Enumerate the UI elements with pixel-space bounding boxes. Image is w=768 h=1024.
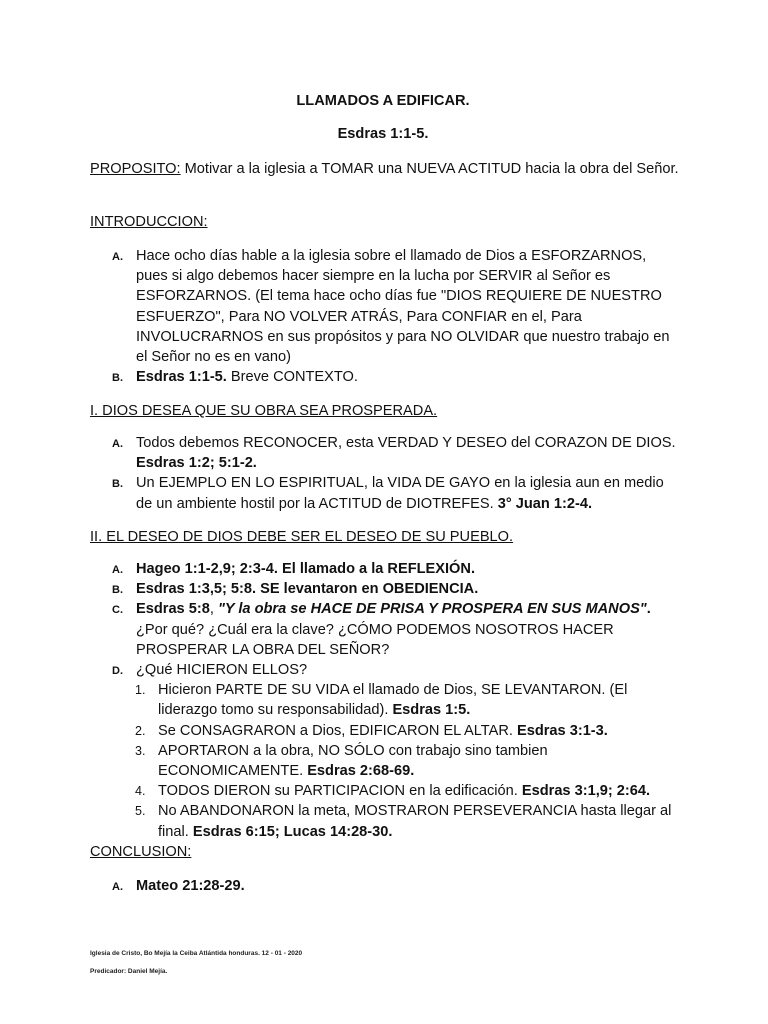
section-1-list xyxy=(90,433,680,514)
list-marker: C. xyxy=(112,604,123,617)
bible-reference: Esdras 3:1-3. xyxy=(516,722,608,739)
bible-quote: "Y la obra se HACE DE PRISA Y PROSPERA EN SUS MANOS" xyxy=(217,601,647,618)
list-item-text: Un EJEMPLO EN LO ESPIRITUAL, la VIDA DE GAYO en la iglesia aun en medio de un ambiente hostil por la ACTITUD de DIOTREFES. xyxy=(136,475,664,512)
bible-reference: Esdras 5:8 xyxy=(136,601,210,618)
list-item-text: Todos debemos RECONOCER, esta VERDAD Y DESEO del CORAZON DE DIOS. xyxy=(136,435,676,451)
list-item-text: ¿Por qué? ¿Cuál era la clave? ¿CÓMO PODEMOS NOSOTROS HACER PROSPERAR LA OBRA DEL SEÑOR? xyxy=(136,621,614,658)
list-marker: B. xyxy=(112,478,123,491)
document-title: LLAMADOS A EDIFICAR. xyxy=(296,93,470,109)
list-item xyxy=(90,246,680,367)
section-1-heading xyxy=(90,401,680,421)
bible-reference: Esdras 3:1,9; 2:64. xyxy=(521,783,651,800)
introduccion-list xyxy=(90,246,680,387)
list-marker: B. xyxy=(112,584,123,597)
list-item xyxy=(90,559,680,579)
sub-list-item xyxy=(90,781,680,801)
list-item xyxy=(90,660,680,680)
sub-list-marker: 2. xyxy=(135,723,146,738)
quote-period: . xyxy=(646,601,651,618)
list-item-text: Breve CONTEXTO. xyxy=(226,369,358,386)
bible-reference: Hageo 1:1-2,9; 2:3-4. El llamado a la REFLEXIÓN. xyxy=(136,561,475,577)
list-marker: A. xyxy=(112,251,123,263)
list-item-text: Hace ocho días hable a la iglesia sobre el llamado de Dios a ESFORZARNOS, pues si algo debemos hacer siempre en la lucha por SERVIR al Señor es ESFORZARNOS. (El tema hace ocho días fue "DIOS REQUIERE DE NUESTRO ESFUERZO", Para NO VOLVER ATRÁS, Para CONFIAR en el, Para INVOLUCRARNOS en sus propósitos y para NO OLVIDAR que nuestro trabajo en el Señor no es en vano) xyxy=(136,248,670,366)
list-item xyxy=(90,433,680,473)
sub-list-item xyxy=(90,801,680,841)
proposito-label: PROPOSITO: xyxy=(90,161,181,177)
bible-reference: Esdras 1:3,5; 5:8. SE levantaron en OBEDIENCIA. xyxy=(136,581,479,598)
list-marker: A. xyxy=(112,438,123,450)
bible-reference: Esdras 6:15; Lucas 14:28-30. xyxy=(192,823,393,840)
section-2-list xyxy=(90,559,680,842)
introduccion-heading xyxy=(90,212,680,232)
introduccion-heading-text: INTRODUCCION: xyxy=(90,214,208,230)
list-item-text: ¿Qué HICIERON ELLOS? xyxy=(136,662,308,679)
proposito-text: Motivar a la iglesia a TOMAR una NUEVA ACTITUD hacia la obra del Señor. xyxy=(180,161,679,177)
sub-list-marker: 3. xyxy=(135,743,146,758)
bible-reference: Esdras 1:1-5. xyxy=(136,369,227,386)
sub-list-item-text: No ABANDONARON la meta, MOSTRARON PERSEVERANCIA hasta llegar al final. xyxy=(158,803,672,840)
list-marker: A. xyxy=(112,881,123,893)
bible-reference: Esdras 1:2; 5:1-2. xyxy=(136,455,257,472)
footer-preacher: Predicador: Daniel Mejía. xyxy=(90,968,168,975)
bible-reference: 3° Juan 1:2-4. xyxy=(497,495,592,512)
list-item xyxy=(90,876,680,896)
scripture-reference: Esdras 1:1-5. xyxy=(337,126,429,142)
list-item xyxy=(90,473,680,513)
section-2-heading-text: II. EL DESEO DE DIOS DEBE SER EL DESEO DE SU PUEBLO. xyxy=(90,529,514,545)
sub-list-item-text: Hicieron PARTE DE SU VIDA el llamado de Dios, SE LEVANTARON. (El liderazgo tomo su responsabilidad). xyxy=(158,682,628,719)
list-item xyxy=(90,599,680,660)
sub-list-item-text: APORTARON a la obra, NO SÓLO con trabajo sino tambien ECONOMICAMENTE. xyxy=(158,742,548,780)
bible-reference: Esdras 1:5. xyxy=(392,702,471,719)
list-marker: A. xyxy=(112,564,123,576)
sub-list-marker: 1. xyxy=(135,683,146,698)
separator: , xyxy=(209,601,218,618)
list-marker: B. xyxy=(112,372,123,385)
conclusion-heading-text: CONCLUSION: xyxy=(90,844,192,860)
sub-list-marker: 5. xyxy=(135,804,146,819)
conclusion-list xyxy=(90,876,680,896)
bible-reference: Esdras 2:68-69. xyxy=(307,763,415,780)
proposito-paragraph xyxy=(90,159,680,179)
section-1-heading-text: I. DIOS DESEA QUE SU OBRA SEA PROSPERADA. xyxy=(90,403,438,419)
list-item xyxy=(90,367,680,387)
list-item xyxy=(90,579,680,599)
footer-church-info: Iglesia de Cristo, Bo Mejía la Ceiba Atlántida honduras. 12 - 01 - 2020 xyxy=(90,950,303,957)
conclusion-heading xyxy=(90,842,680,862)
section-2-heading xyxy=(90,527,680,547)
sub-list-item xyxy=(90,741,680,781)
sub-list-marker: 4. xyxy=(135,784,146,799)
sub-list-item-text: TODOS DIERON su PARTICIPACION en la edificación. xyxy=(158,783,522,800)
sub-list-item xyxy=(90,680,680,720)
sub-list-item-text: Se CONSAGRARON a Dios, EDIFICARON EL ALTAR. xyxy=(158,722,517,739)
sub-list-item xyxy=(90,721,680,741)
list-marker: D. xyxy=(112,665,123,678)
bible-reference: Mateo 21:28-29. xyxy=(136,878,245,894)
